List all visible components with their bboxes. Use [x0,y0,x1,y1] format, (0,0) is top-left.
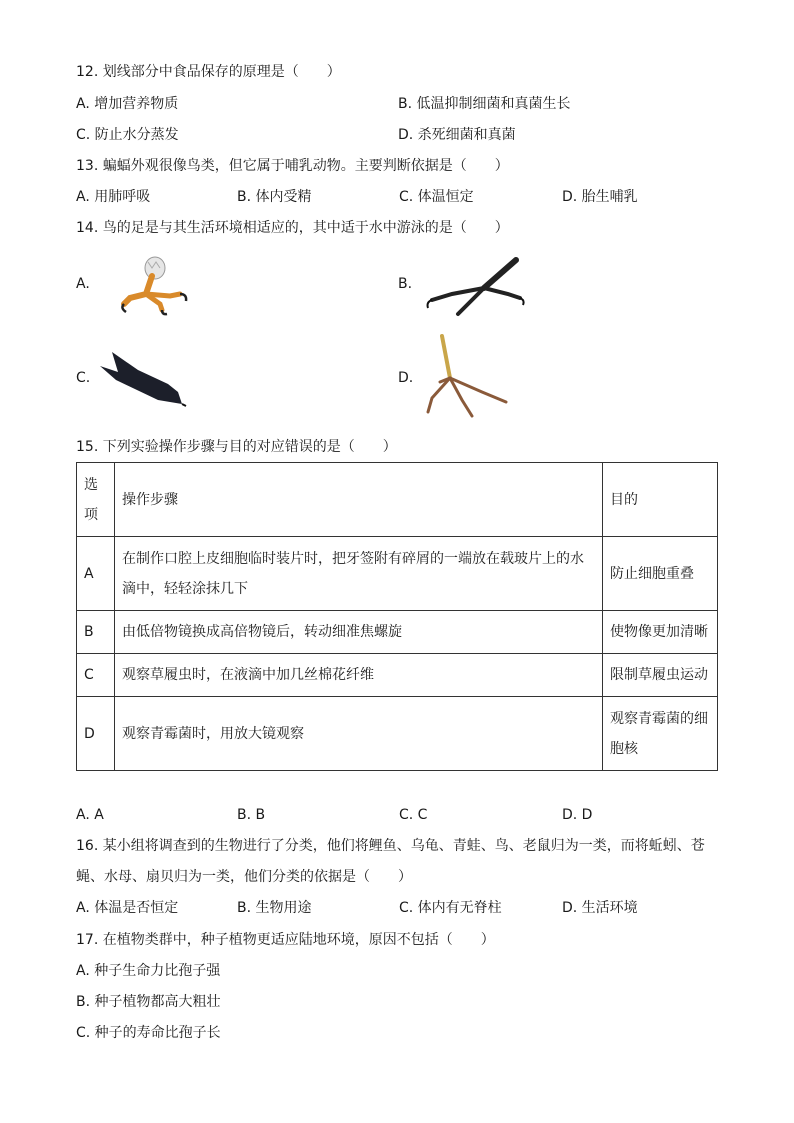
q15-option-d: D. D [562,807,593,823]
q16-option-c: C. 体内有无脊柱 [399,900,502,916]
table-header-row [77,463,718,537]
q17-option-b: B. 种子植物都高大粗壮 [76,994,221,1010]
wading-bird-foot-image [424,334,520,420]
q15-option-a: A. A [76,807,104,823]
q12-stem: 12. 划线部分中食品保存的原理是（ ） [76,64,341,80]
q14-option-a [76,276,206,326]
row-c-option: C [77,654,115,697]
q17-option-a: A. 种子生命力比孢子强 [76,963,221,979]
table-row [77,697,718,771]
row-b-step: 由低倍物镜换成高倍物镜后，转动细准焦螺旋 [115,611,603,654]
q15-option-c: C. C [399,807,428,823]
q15-option-b: B. B [237,807,266,823]
row-a-step: 在制作口腔上皮细胞临时装片时，把牙签附有碎屑的一端放在载玻片上的水滴中，轻轻涂抹几下 [115,537,603,611]
q14-option-a-label: A. [76,276,90,292]
q14-option-c [76,370,206,420]
row-d-purpose: 观察青霉菌的细胞核 [603,697,718,771]
q14-option-d-label: D. [398,370,414,386]
table-row [77,611,718,654]
row-d-option: D [77,697,115,771]
row-b-purpose: 使物像更加清晰 [603,611,718,654]
q12-option-b: B. 低温抑制细菌和真菌生长 [398,96,571,112]
q16-option-b: B. 生物用途 [237,900,312,916]
q16-option-d: D. 生活环境 [562,900,638,916]
q13-stem: 13. 蝙蝠外观很像鸟类，但它属于哺乳动物。主要判断依据是（ ） [76,158,509,174]
q12-option-c: C. 防止水分蒸发 [76,127,179,143]
row-a-purpose: 防止细胞重叠 [603,537,718,611]
q15-table [76,462,718,771]
row-d-step: 观察青霉菌时，用放大镜观察 [115,697,603,771]
perching-bird-foot-image [422,256,526,318]
q14-option-c-label: C. [76,370,91,386]
q16-stem-line1: 16. 某小组将调查到的生物进行了分类，他们将鲤鱼、乌龟、青蛙、鸟、老鼠归为一类，而将蚯蚓、苍 [76,838,705,854]
row-b-option: B [77,611,115,654]
q14-option-d [398,370,528,420]
row-c-purpose: 限制草履虫运动 [603,654,718,697]
q12-option-a: A. 增加营养物质 [76,96,179,112]
row-c-step: 观察草履虫时，在液滴中加几丝棉花纤维 [115,654,603,697]
q13-option-d: D. 胎生哺乳 [562,189,638,205]
q15-stem: 15. 下列实验操作步骤与目的对应错误的是（ ） [76,439,397,455]
q13-option-c: C. 体温恒定 [399,189,474,205]
q14-option-b-label: B. [398,276,413,292]
header-option: 选项 [77,463,115,537]
header-steps: 操作步骤 [115,463,603,537]
q17-stem: 17. 在植物类群中，种子植物更适应陆地环境，原因不包括（ ） [76,932,495,948]
webbed-duck-foot-image [98,350,208,408]
header-purpose: 目的 [603,463,718,537]
table-row [77,654,718,697]
row-a-option: A [77,537,115,611]
table-row [77,537,718,611]
q13-option-b: B. 体内受精 [237,189,312,205]
q17-option-c: C. 种子的寿命比孢子长 [76,1025,221,1041]
eagle-talon-image [100,254,210,316]
q12-option-d: D. 杀死细菌和真菌 [398,127,516,143]
q16-option-a: A. 体温是否恒定 [76,900,179,916]
q14-stem: 14. 鸟的足是与其生活环境相适应的，其中适于水中游泳的是（ ） [76,220,509,236]
q13-option-a: A. 用肺呼吸 [76,189,151,205]
q14-option-b [398,276,538,326]
q16-stem-line2: 蝇、水母、扇贝归为一类，他们分类的依据是（ ） [76,869,412,885]
